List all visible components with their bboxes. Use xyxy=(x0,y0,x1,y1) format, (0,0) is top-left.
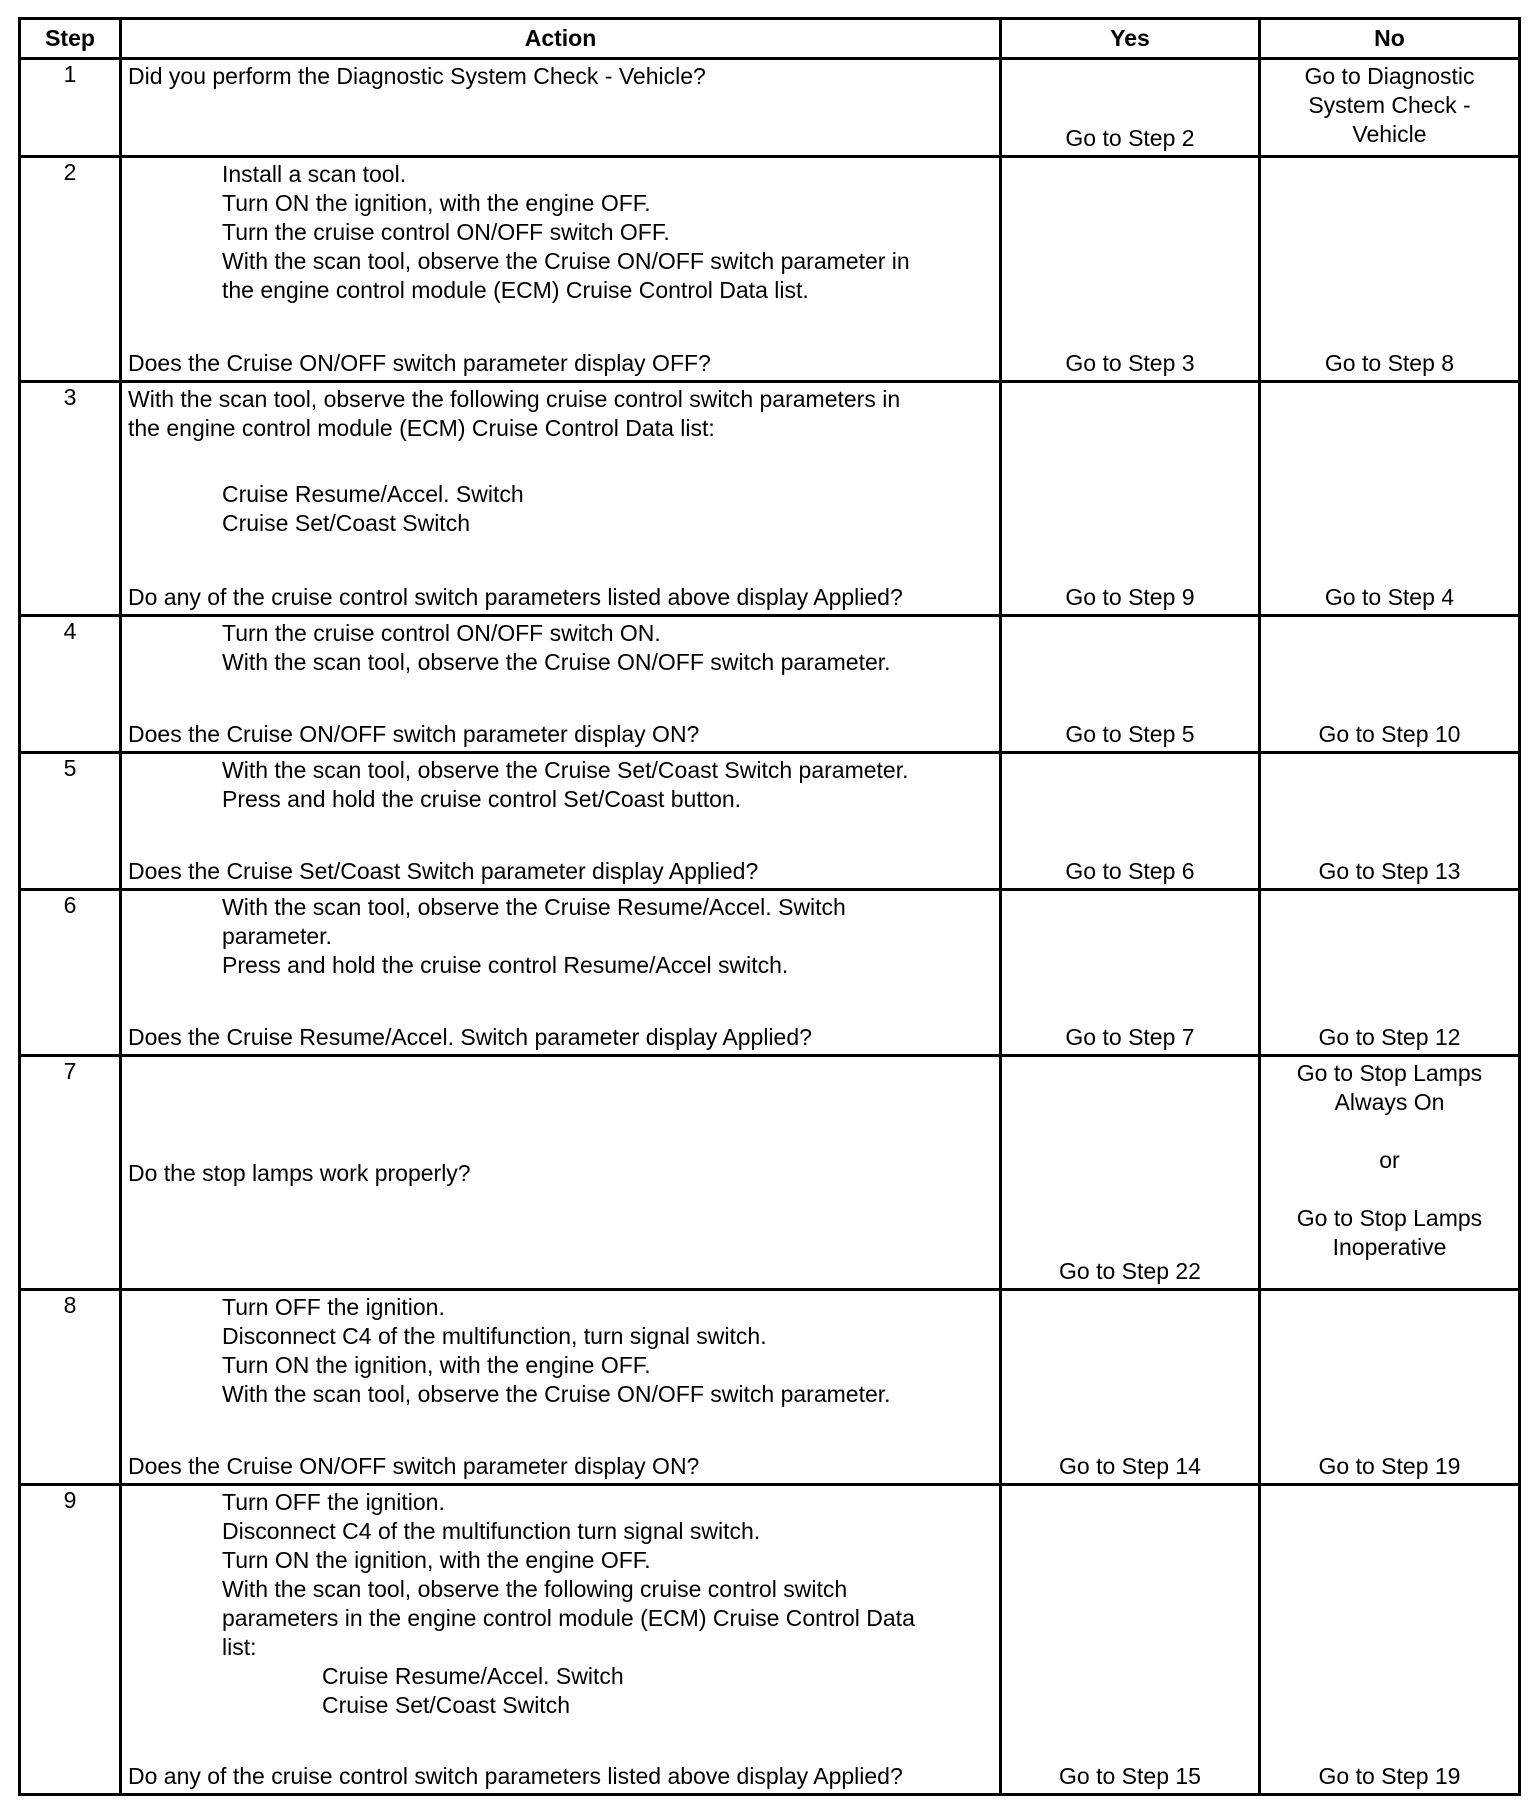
action-cell xyxy=(121,616,1001,753)
action-question: Does the Cruise ON/OFF switch parameter display ON? xyxy=(128,721,700,747)
header-row xyxy=(20,19,1520,59)
action-line: Press and hold the cruise control Set/Coast button. xyxy=(222,786,742,812)
no-line xyxy=(1261,1175,1518,1204)
action-cell xyxy=(121,1056,1001,1290)
action-lines xyxy=(122,472,999,538)
action-cell xyxy=(121,157,1001,382)
no-result: Go to Step 19 xyxy=(1318,1453,1461,1479)
action-line: Install a scan tool. xyxy=(222,161,407,187)
action-lines xyxy=(122,1486,999,1662)
header-step: Step xyxy=(20,19,121,59)
action-line: parameters in the engine control module (ECM) Cruise Control Data xyxy=(222,1605,915,1631)
yes-result: Go to Step 9 xyxy=(1065,584,1195,610)
step-number: 5 xyxy=(20,753,121,890)
yes-cell xyxy=(1001,616,1260,753)
no-line: Always On xyxy=(1334,1089,1445,1115)
action-line: With the scan tool, observe the Cruise ON/OFF switch parameter. xyxy=(222,1381,891,1407)
no-line: System Check - xyxy=(1308,92,1471,118)
action-question: Do the stop lamps work properly? xyxy=(128,1160,471,1186)
action-cell xyxy=(121,59,1001,157)
action-cell xyxy=(121,890,1001,1056)
yes-cell xyxy=(1001,1056,1260,1290)
action-line: Disconnect C4 of the multifunction, turn signal switch. xyxy=(222,1323,767,1349)
no-cell xyxy=(1260,890,1520,1056)
table-row xyxy=(20,382,1520,616)
no-line xyxy=(1261,1117,1518,1146)
header-yes: Yes xyxy=(1001,19,1260,59)
action-cell xyxy=(121,1290,1001,1485)
no-line: Inoperative xyxy=(1332,1234,1447,1260)
yes-result: Go to Step 7 xyxy=(1065,1024,1195,1050)
yes-result: Go to Step 5 xyxy=(1065,721,1195,747)
action-line: With the scan tool, observe the Cruise ON/OFF switch parameter in xyxy=(222,248,910,274)
yes-cell xyxy=(1001,1485,1260,1795)
action-line: With the scan tool, observe the following cruise control switch xyxy=(222,1576,848,1602)
no-cell xyxy=(1260,59,1520,157)
action-cell xyxy=(121,753,1001,890)
step-number: 6 xyxy=(20,890,121,1056)
no-line: or xyxy=(1379,1147,1400,1173)
no-cell xyxy=(1260,382,1520,616)
no-result xyxy=(1261,60,1518,149)
action-lines xyxy=(122,1291,999,1409)
step-number: 3 xyxy=(20,382,121,616)
no-cell xyxy=(1260,1056,1520,1290)
no-cell xyxy=(1260,616,1520,753)
action-question: Do any of the cruise control switch parameters listed above display Applied? xyxy=(128,1763,903,1789)
no-line: Go to Diagnostic xyxy=(1304,63,1475,89)
no-result: Go to Step 4 xyxy=(1324,584,1455,610)
no-result: Go to Step 19 xyxy=(1318,1763,1461,1789)
diagnostic-table xyxy=(18,17,1521,1796)
yes-cell xyxy=(1001,157,1260,382)
action-line: Disconnect C4 of the multifunction turn signal switch. xyxy=(222,1518,761,1544)
header-no: No xyxy=(1260,19,1520,59)
action-cell xyxy=(121,382,1001,616)
action-lines xyxy=(122,617,999,677)
action-line: the engine control module (ECM) Cruise Control Data list: xyxy=(128,415,715,441)
action-line: Cruise Set/Coast Switch xyxy=(222,510,470,536)
step-number: 8 xyxy=(20,1290,121,1485)
table-row xyxy=(20,1485,1520,1795)
spacer xyxy=(122,443,999,472)
yes-result: Go to Step 2 xyxy=(1065,125,1195,151)
action-lines xyxy=(122,158,999,305)
action-line: With the scan tool, observe the following cruise control switch parameters in xyxy=(128,386,901,412)
no-cell xyxy=(1260,157,1520,382)
yes-cell xyxy=(1001,890,1260,1056)
no-result: Go to Step 10 xyxy=(1318,721,1461,747)
action-line: Turn OFF the ignition. xyxy=(222,1489,445,1515)
table-row xyxy=(20,59,1520,157)
action-line: Turn OFF the ignition. xyxy=(222,1294,445,1320)
action-line: Turn ON the ignition, with the engine OFF. xyxy=(222,1547,651,1573)
no-result xyxy=(1261,1057,1518,1262)
table-row xyxy=(20,616,1520,753)
action-line: list: xyxy=(222,1634,257,1660)
yes-cell xyxy=(1001,753,1260,890)
action-lines xyxy=(122,1157,999,1188)
no-line: Vehicle xyxy=(1352,121,1427,147)
table-row xyxy=(20,1290,1520,1485)
action-lines xyxy=(122,891,999,980)
table-row xyxy=(20,753,1520,890)
step-number: 7 xyxy=(20,1056,121,1290)
action-subline: Cruise Set/Coast Switch xyxy=(322,1692,570,1718)
action-question: Does the Cruise ON/OFF switch parameter display OFF? xyxy=(128,350,711,376)
table-row xyxy=(20,157,1520,382)
action-question: Does the Cruise Resume/Accel. Switch parameter display Applied? xyxy=(128,1024,812,1050)
action-line: Turn the cruise control ON/OFF switch ON. xyxy=(222,620,661,646)
yes-cell xyxy=(1001,382,1260,616)
no-line: Go to Stop Lamps xyxy=(1296,1060,1483,1086)
action-sublines xyxy=(122,1662,999,1720)
action-line: parameter. xyxy=(222,923,332,949)
action-question: Did you perform the Diagnostic System Check - Vehicle? xyxy=(128,63,706,89)
header-action: Action xyxy=(121,19,1001,59)
no-result: Go to Step 13 xyxy=(1318,858,1461,884)
no-cell xyxy=(1260,753,1520,890)
action-line: Press and hold the cruise control Resume/Accel switch. xyxy=(222,952,789,978)
no-result: Go to Step 12 xyxy=(1318,1024,1461,1050)
action-line: With the scan tool, observe the Cruise ON/OFF switch parameter. xyxy=(222,649,891,675)
action-line: Turn the cruise control ON/OFF switch OFF. xyxy=(222,219,670,245)
no-result: Go to Step 8 xyxy=(1324,350,1455,376)
yes-cell xyxy=(1001,1290,1260,1485)
no-line: Go to Stop Lamps xyxy=(1296,1205,1483,1231)
action-question: Do any of the cruise control switch parameters listed above display Applied? xyxy=(128,584,903,610)
table-row xyxy=(20,1056,1520,1290)
action-line: Turn ON the ignition, with the engine OFF. xyxy=(222,1352,651,1378)
action-cell xyxy=(121,1485,1001,1795)
table-row xyxy=(20,890,1520,1056)
diagnostic-table-sheet xyxy=(18,17,1518,1796)
step-number: 1 xyxy=(20,59,121,157)
step-number: 2 xyxy=(20,157,121,382)
action-question: Does the Cruise Set/Coast Switch parameter display Applied? xyxy=(128,858,759,884)
action-line: With the scan tool, observe the Cruise Resume/Accel. Switch xyxy=(222,894,846,920)
action-line: With the scan tool, observe the Cruise Set/Coast Switch parameter. xyxy=(222,757,909,783)
step-number: 4 xyxy=(20,616,121,753)
action-line: Cruise Resume/Accel. Switch xyxy=(222,481,524,507)
yes-result: Go to Step 3 xyxy=(1065,350,1195,376)
action-subline: Cruise Resume/Accel. Switch xyxy=(322,1663,624,1689)
step-number: 9 xyxy=(20,1485,121,1795)
yes-cell xyxy=(1001,59,1260,157)
action-lines xyxy=(122,754,999,814)
yes-result: Go to Step 22 xyxy=(1059,1258,1201,1284)
action-line: Turn ON the ignition, with the engine OFF. xyxy=(222,190,651,216)
action-intro xyxy=(122,383,999,443)
no-cell xyxy=(1260,1485,1520,1795)
no-cell xyxy=(1260,1290,1520,1485)
action-line: the engine control module (ECM) Cruise Control Data list. xyxy=(222,277,809,303)
yes-result: Go to Step 15 xyxy=(1059,1763,1201,1789)
action-question: Does the Cruise ON/OFF switch parameter display ON? xyxy=(128,1453,700,1479)
yes-result: Go to Step 6 xyxy=(1065,858,1195,884)
yes-result: Go to Step 14 xyxy=(1059,1453,1201,1479)
action-lines xyxy=(122,60,999,91)
